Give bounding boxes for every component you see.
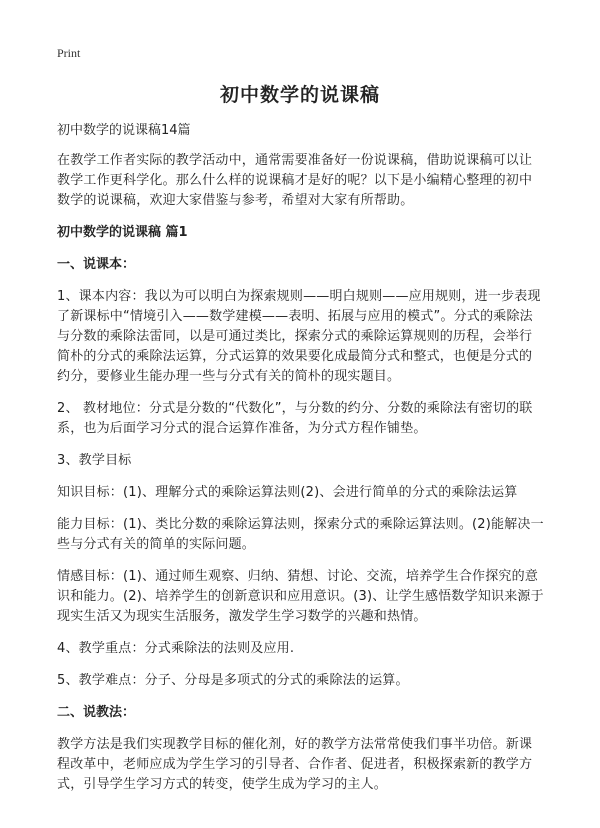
- paragraph-teaching-goals: 3、教学目标: [57, 453, 132, 468]
- paragraph-textbook-position: 2、 教材地位：分式是分数的“代数化”，与分数的约分、分数的乘除法有密切的联系，也为后面学习分式的混合运算作准备，为分式方程作铺垫。: [57, 401, 533, 436]
- paragraph-course-content: 1、课本内容：我以为可以明白为探索规则——明白规则——应用规则，进一步表现了新课标中“情境引入——数学建模——表明、拓展与应用的模式”。分式的乘除法与分数的乘除法雷同，以是可通过类比，探索分式的乘除运算规则的历程，会举行简朴的分式的乘除法运算，分式运算的效果要化成最简分式和整式，也便是分式的约分，要修业生能办理一些与分式有关的简朴的现实题目。: [57, 289, 541, 384]
- section-title: 初中数学的说课稿 篇1: [57, 225, 188, 240]
- paragraph-teaching-method: 教学方法是我们实现教学目标的催化剂，好的教学方法常常使我们事半功倍。新课程改革中，老师应成为学生学习的引导者、合作者、促进者，积极探索新的教学方式，引导学生学习方式的转变，使学生成为学习的主人。: [57, 737, 533, 792]
- document-title: 初中数学的说课稿: [219, 84, 380, 106]
- part2-heading: 二、说教法：: [57, 705, 136, 720]
- document-body: [57, 121, 545, 807]
- paragraph-ability-goals: 能力目标：(1)、类比分数的乘除运算法则，探索分式的乘除运算法则。(2)能解决一些与分式有关的简单的实际问题。: [57, 517, 544, 552]
- paragraph-key-points: 4、教学重点：分式乘除法的法则及应用.: [57, 641, 295, 656]
- document-subtitle: 初中数学的说课稿14篇: [57, 123, 191, 138]
- part1-heading: 一、说课本：: [57, 257, 136, 272]
- print-label: Print: [57, 46, 81, 60]
- paragraph-emotion-goals: 情感目标：(1)、通过师生观察、归纳、猜想、讨论、交流，培养学生合作探究的意识和能力。(2)、培养学生的创新意识和应用意识。(3)、让学生感悟数学知识来源于现实生活又为现实生活服务，激发学生学习数学的兴趣和热情。: [57, 569, 544, 624]
- paragraph-knowledge-goals: 知识目标：(1)、理解分式的乘除运算法则(2)、会进行简单的分式的乘除法运算: [57, 485, 518, 500]
- paragraph-difficulties: 5、教学难点：分子、分母是多项式的分式的乘除法的运算。: [57, 673, 409, 688]
- intro-paragraph: 在教学工作者实际的教学活动中，通常需要准备好一份说课稿，借助说课稿可以让教学工作更科学化。那么什么样的说课稿才是好的呢？以下是小编精心整理的初中数学的说课稿，欢迎大家借鉴与参考，希望对大家有所帮助。: [57, 153, 533, 208]
